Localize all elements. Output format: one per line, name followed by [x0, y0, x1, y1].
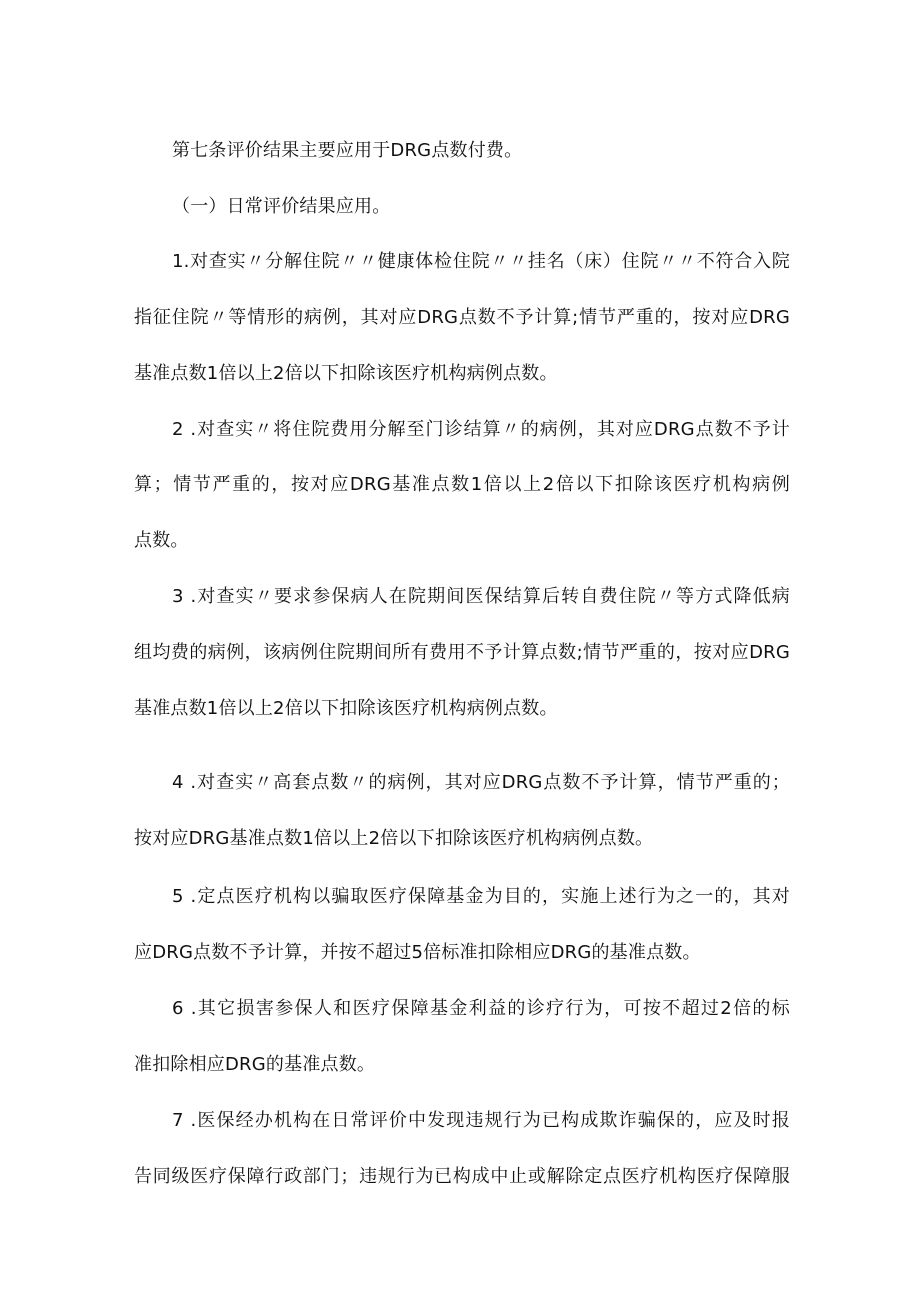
article-7-heading: 第七条评价结果主要应用于DRG点数付费。: [172, 140, 523, 161]
item-1-line-1: 1.对查实〃分解住院〃〃健康体检住院〃〃挂名（床）住院〃〃不符合入院: [172, 251, 790, 272]
item-7-line-1: 7 .医保经办机构在日常评价中发现违规行为已构成欺诈骗保的，应及时报: [172, 1110, 790, 1131]
item-3-line-1: 3 .对查实〃要求参保病人在院期间医保结算后转自费住院〃等方式降低病: [172, 586, 790, 607]
item-1-line-3: 基准点数1倍以上2倍以下扣除该医疗机构病例点数。: [134, 363, 558, 384]
section-1-heading: （一）日常评价结果应用。: [172, 196, 391, 217]
item-1-line-2: 指征住院〃等情形的病例，其对应DRG点数不予计算;情节严重的，按对应DRG: [134, 307, 790, 328]
item-6-line-1: 6 .其它损害参保人和医疗保障基金利益的诊疗行为，可按不超过2倍的标: [172, 998, 790, 1019]
item-5-line-2: 应DRG点数不予计算，并按不超过5倍标准扣除相应DRG的基准点数。: [134, 942, 701, 963]
item-7-line-2: 告同级医疗保障行政部门；违规行为已构成中止或解除定点医疗机构医疗保障服: [134, 1166, 790, 1187]
item-5-line-1: 5 .定点医疗机构以骗取医疗保障基金为目的，实施上述行为之一的，其对: [172, 886, 790, 907]
item-3-line-3: 基准点数1倍以上2倍以下扣除该医疗机构病例点数。: [134, 698, 558, 719]
item-2-line-3: 点数。: [134, 530, 189, 551]
item-6-line-2: 准扣除相应DRG的基准点数。: [134, 1054, 376, 1075]
item-2-line-1: 2 .对查实〃将住院费用分解至门诊结算〃的病例，其对应DRG点数不予计: [172, 419, 790, 440]
item-3-line-2: 组均费的病例，该病例住院期间所有费用不予计算点数;情节严重的，按对应DRG: [134, 642, 790, 663]
item-4-line-1: 4 .对查实〃高套点数〃的病例，其对应DRG点数不予计算，情节严重的；: [172, 772, 790, 793]
item-2-line-2: 算；情节严重的，按对应DRG基准点数1倍以上2倍以下扣除该医疗机构病例: [134, 474, 790, 495]
item-4-line-2: 按对应DRG基准点数1倍以上2倍以下扣除该医疗机构病例点数。: [134, 828, 654, 849]
